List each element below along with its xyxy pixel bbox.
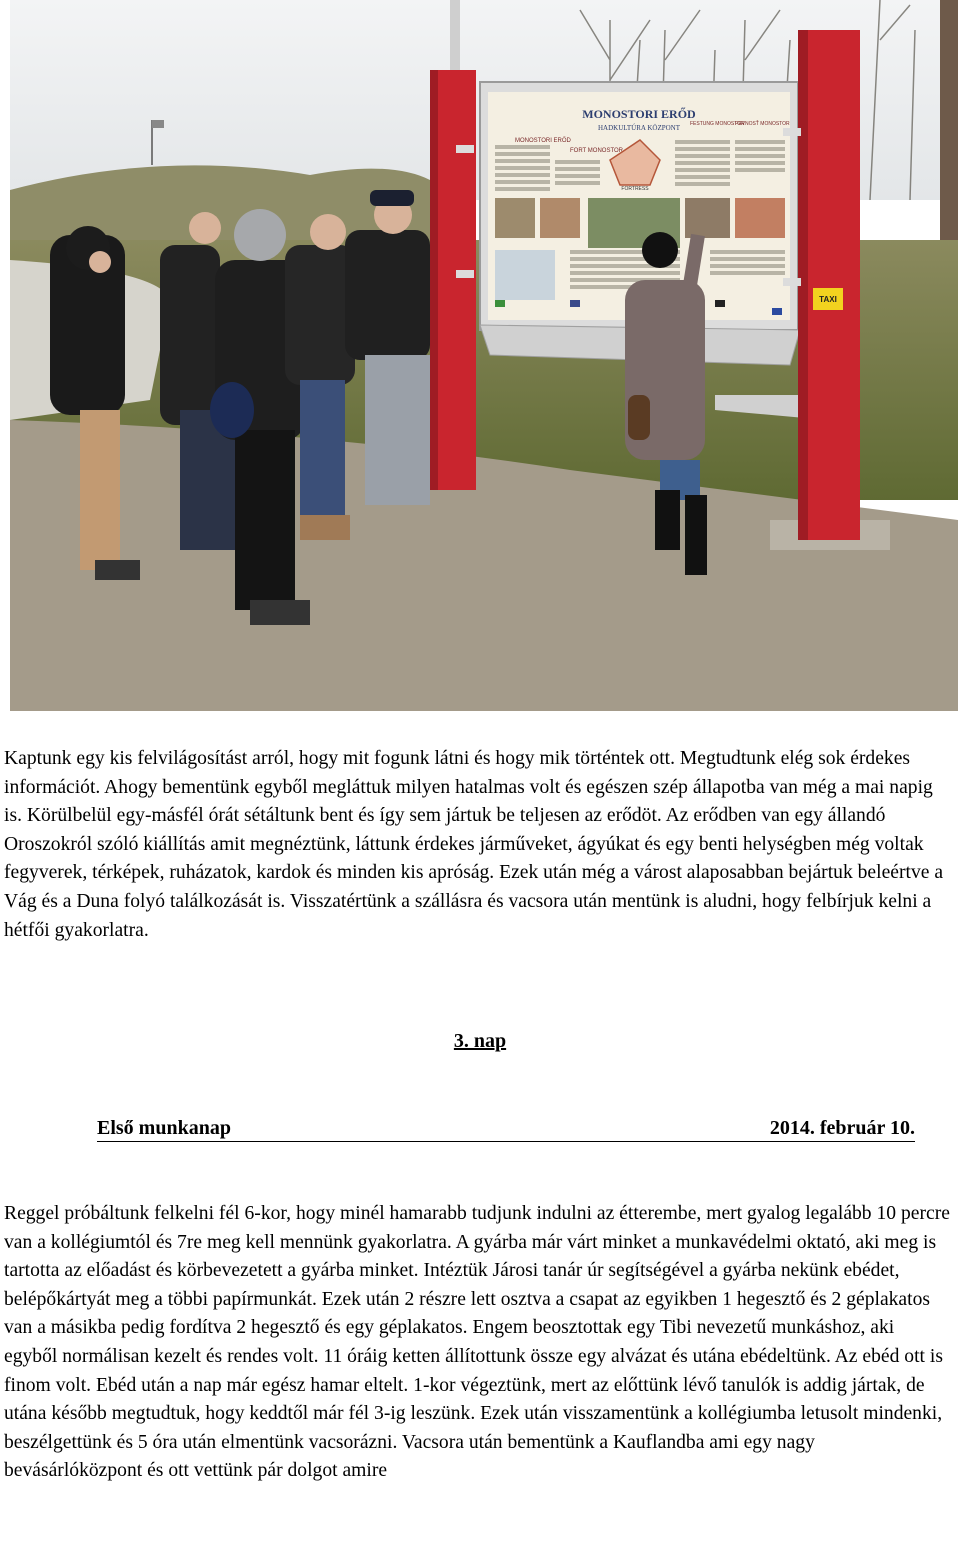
- chimney: [940, 0, 958, 260]
- paragraph-2: Reggel próbáltunk felkelni fél 6-kor, hogy minél hamarabb tudjunk indulni az étterembe, mert gyalog legalább 10 percre van a kollégiumtól és 7re meg kell mennünk gyakorlatra. A gyárba már várt minket a munkavédelmi oktató, aki meg is tartotta az előadást és körbevezetett a gyárba minket. Intéztük Járosi tanár úr segítségével a gyárba nekünk ebédet, belépőkártyát meg a többi papírmunkát. Ezek után 2 részre lett osztva a csapat az egyikben 1 hegesztő és 2 géplakatos van a másikba pedig fordítva 2 hegesztő és egy géplakatos. Engem beosztottak egy Tibi nevezetű munkáshoz, aki egyből normálisan kezelt és rendes volt. 11 óráig ketten állítottunk össze egy alvázat és utána ebédeltünk. Az ebéd ott is finom volt. Ebéd után a nap már egész hamar eltelt. 1-kor végeztünk, mert az előttünk lévő tanulók is addig jártak, de utána később megtudtuk, hogy keddtől már fél 3-ig leszünk. Ezek után visszamentünk a kollégiumba letusolt mindenki, beszélgettünk és 5 óra után elmentünk vacsorázni. Vacsora után bementünk a Kauflandba ami egy nagy bevásárlóközpont és ott vettünk pár dolgot amire: [4, 1203, 950, 1482]
- photo: [10, 0, 958, 711]
- sign-subtitle: HADKULTÚRA KÖZPONT: [598, 124, 680, 132]
- day-title-text: 3. nap: [453, 1030, 507, 1052]
- sign-right-label2: FESTUNG MONOSTOR: [690, 121, 745, 127]
- sign-title: MONOSTORI ERŐD: [582, 107, 696, 121]
- sign-left-label: MONOSTORI ERŐD: [515, 138, 571, 144]
- section-heading: [97, 1116, 915, 1142]
- paragraph-1: Kaptunk egy kis felvilágosítást arról, hogy mit fogunk látni és hogy mik történtek ott. Megtudtunk elég sok érdekes információt. Ahogy bementünk egyből megláttuk milyen hatalmas volt és egészen szép állapotba van még a mai napig is. Körülbelül egy-másfél órát sétáltunk bent és így sem jártuk be teljesen az erődöt. Az erődben van egy állandó Oroszokról szóló kiállítás amit megnéztünk, láttunk érdekes járműveket, ágyúkat és egy benti helységben még voltak fegyverek, térképek, ruházatok, kardok és minden kis apróság. Ezek után még a várost alaposabban bejártuk beleértve a Vág és a Duna folyó találkozását is. Visszatértünk a szállásra és vacsora után mentünk is aludni, hogy felbírjuk kelni a hétfői gyakorlatra.: [4, 748, 944, 941]
- day-title: [0, 1030, 960, 1053]
- section-title: Első munkanap: [97, 1117, 231, 1139]
- photo-illustration: [10, 0, 958, 711]
- taxi-text: TAXI: [819, 295, 837, 304]
- map-label: FORTRESS: [621, 186, 649, 192]
- sign-mid-label: FORT MONOSTOR: [570, 148, 624, 154]
- section-date: 2014. február 10.: [769, 1117, 915, 1139]
- sign-right-label1: PEVNOSŤ MONOSTOR: [735, 121, 790, 127]
